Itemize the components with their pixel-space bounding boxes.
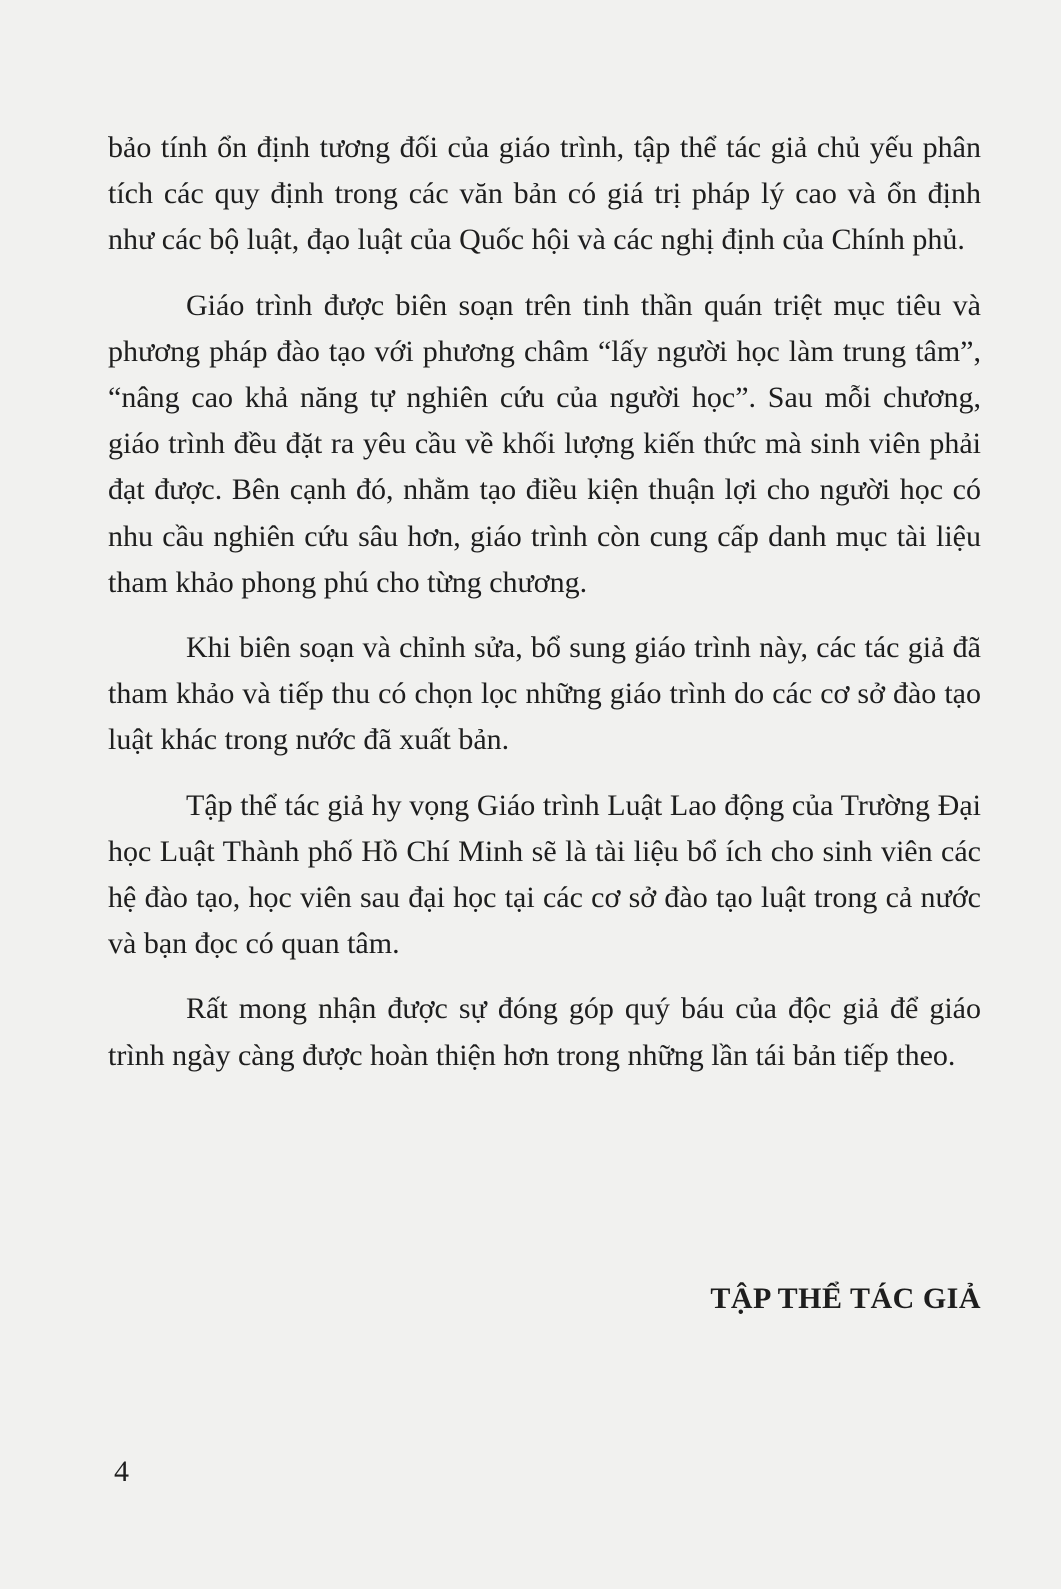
page-number: 4 [114, 1455, 129, 1488]
paragraph-references: Khi biên soạn và chỉnh sửa, bổ sung giáo trình này, các tác giả đã tham khảo và tiếp thu có chọn lọc những giáo trình do các cơ sở đào tạo luật khác trong nước đã xuất bản. [108, 631, 981, 757]
author-signature: TẬP THỂ TÁC GIẢ [710, 1282, 981, 1315]
paragraph-hope: Tập thể tác giả hy vọng Giáo trình Luật Lao động của Trường Đại học Luật Thành phố Hồ Chí Minh sẽ là tài liệu bổ ích cho sinh viên các hệ đào tạo, học viên sau đại học tại các cơ sở đào tạo luật trong cả nước và bạn đọc có quan tâm. [108, 788, 981, 961]
paragraph-methodology: Giáo trình được biên soạn trên tinh thần quán triệt mục tiêu và phương pháp đào tạo với phương châm “lấy người học làm trung tâm”, “nâng cao khả năng tự nghiên cứu của người học”. Sau mỗi chương, giáo trình đều đặt ra yêu cầu về khối lượng kiến thức mà sinh viên phải đạt được. Bên cạnh đó, nhằm tạo điều kiện thuận lợi cho người học có nhu cầu nghiên cứu sâu hơn, giáo trình còn cung cấp danh mục tài liệu tham khảo phong phú cho từng chương. [108, 288, 981, 599]
body-text [108, 125, 981, 1098]
paragraph-continuation: bảo tính ổn định tương đối của giáo trình, tập thể tác giả chủ yếu phân tích các quy định trong các văn bản có giá trị pháp lý cao và ổn định như các bộ luật, đạo luật của Quốc hội và các nghị định của Chính phủ. [108, 131, 981, 257]
paragraph-feedback: Rất mong nhận được sự đóng góp quý báu của độc giả để giáo trình ngày càng được hoàn thiện hơn trong những lần tái bản tiếp theo. [108, 992, 981, 1072]
